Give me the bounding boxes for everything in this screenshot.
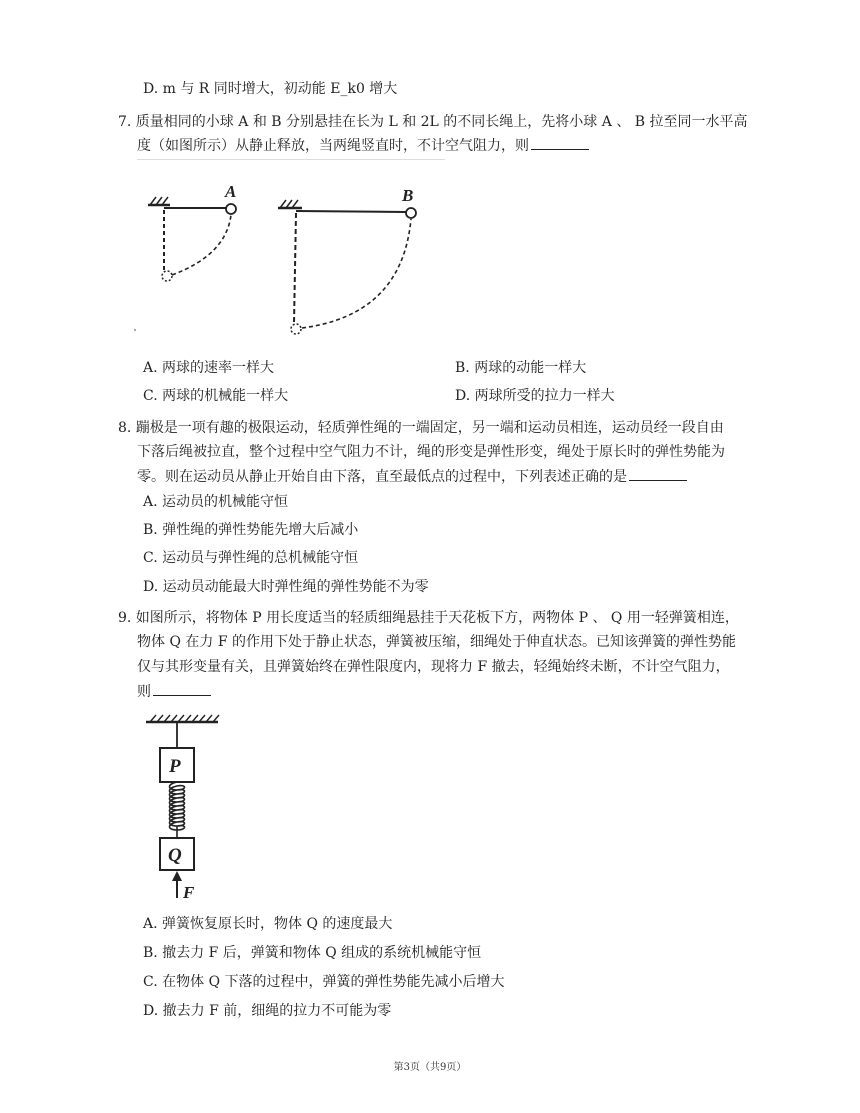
q9-stem-line3: 仅与其形变量有关，且弹簧始终在弹性限度内，现将力 F 撤去，轻绳始终未断，不计空气阻力， xyxy=(137,659,730,675)
q9-stem-line1: 9. 如图所示，将物体 P 用长度适当的轻质细绳悬挂于天花板下方，两物体 P 、 Q 用一轻弹簧相连， xyxy=(118,610,739,626)
q9-option-d: D. 撤去力 F 前，细绳的拉力不可能为零 xyxy=(143,1003,392,1019)
q7-option-d: D. 两球所受的拉力一样大 xyxy=(455,388,615,404)
pendulum-figure xyxy=(130,175,430,345)
q8-option-a: A. 运动员的机械能守恒 xyxy=(143,494,289,510)
label-b: B xyxy=(402,186,414,205)
q7-option-a: A. 两球的速率一样大 xyxy=(143,360,275,376)
q9-stem-line4: 则 xyxy=(137,681,211,702)
q6-option-d: D. m 与 R 同时增大，初动能 E_k0 增大 xyxy=(143,81,398,97)
spring xyxy=(170,782,185,838)
label-p: P xyxy=(169,756,181,777)
q7-stem-line1: 7. 质量相同的小球 A 和 B 分别悬挂在长为 L 和 2L 的不同长绳上，先将小球 A 、 B 拉至同一水平高 xyxy=(118,114,748,130)
answer-blank xyxy=(153,681,211,696)
q8-option-b: B. 弹性绳的弹性势能先增大后减小 xyxy=(143,522,359,538)
label-a: A xyxy=(225,182,237,201)
q8-option-d: D. 运动员动能最大时弹性绳的弹性势能不为零 xyxy=(143,579,429,595)
page-footer: 第3页（共9页） xyxy=(393,1062,467,1073)
label-q: Q xyxy=(168,845,182,866)
q9-stem-line2: 物体 Q 在力 F 的作用下处于静止状态，弹簧被压缩，细绳处于伸直状态。已知该弹簧的弹性势能 xyxy=(137,634,736,650)
q7-stem-line2: 度（如图所示）从静止释放，当两绳竖直时，不计空气阻力，则 xyxy=(137,135,589,156)
divider xyxy=(137,159,445,160)
q9-option-c: C. 在物体 Q 下落的过程中，弹簧的弹性势能先减小后增大 xyxy=(143,974,505,990)
answer-blank xyxy=(629,466,687,481)
q9-option-a: A. 弹簧恢复原长时，物体 Q 的速度最大 xyxy=(143,916,393,932)
q7-option-b: B. 两球的动能一样大 xyxy=(455,360,587,376)
pendulum-a xyxy=(148,182,236,281)
pendulum-b xyxy=(278,186,416,334)
answer-blank xyxy=(531,135,589,150)
spring-figure xyxy=(140,712,230,904)
q8-option-c: C. 运动员与弹性绳的总机械能守恒 xyxy=(143,550,359,566)
q8-stem-line3: 零。则在运动员从静止开始自由下落，直至最低点的过程中，下列表述正确的是 xyxy=(137,466,687,487)
q9-option-b: B. 撤去力 F 后，弹簧和物体 Q 组成的系统机械能守恒 xyxy=(143,945,482,961)
q8-stem-line2: 下落后绳被拉直，整个过程中空气阻力不计，绳的形变是弹性形变，绳处于原长时的弹性势能为 xyxy=(137,444,725,460)
q7-option-c: C. 两球的机械能一样大 xyxy=(143,388,289,404)
label-f: F xyxy=(183,883,195,902)
q8-stem-line1: 8. 蹦极是一项有趣的极限运动，轻质弹性绳的一端固定，另一端和运动员相连，运动员经一段自由 xyxy=(118,420,724,436)
